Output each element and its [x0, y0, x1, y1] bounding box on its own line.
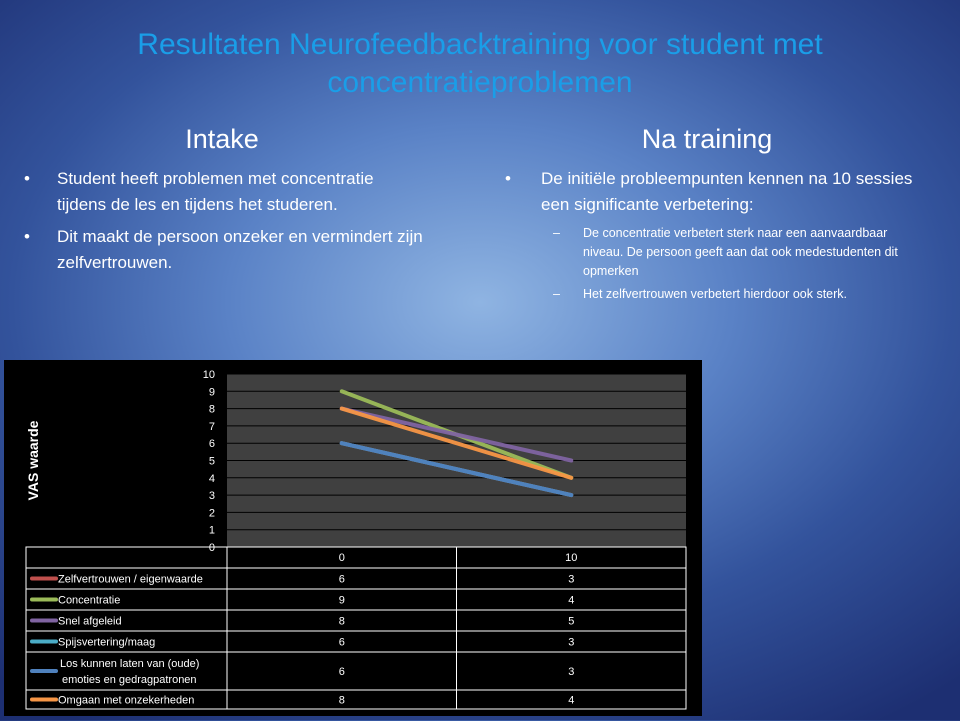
- intake-bullet: [24, 224, 424, 276]
- training-sub-bullet-text: De concentratie verbetert sterk naar een aanvaardbaar niveau. De persoon geeft aan dat ook medestudenten dit opmerken: [583, 226, 898, 278]
- y-tick-label: 9: [208, 386, 215, 399]
- training-sub-list: [541, 224, 915, 304]
- training-bullet-list: [505, 166, 915, 308]
- y-tick-label: 0: [208, 542, 215, 554]
- data-table-value: 9: [338, 594, 345, 607]
- legend-label: Los kunnen laten van (oude): [60, 658, 200, 670]
- y-tick-label: 10: [202, 369, 215, 381]
- intake-bullet-text: Student heeft problemen met concentratie tijdens de les en tijdens het studeren.: [57, 169, 374, 214]
- y-tick-label: 5: [208, 455, 215, 468]
- x-tick-label: 10: [565, 552, 578, 564]
- data-table-value: 6: [338, 636, 345, 649]
- legend-label: Spijsvertering/maag: [58, 636, 156, 649]
- training-bullet-text: De initiële probleempunten kennen na 10 sessies een significante verbetering:: [541, 169, 913, 214]
- legend-label: Snel afgeleid: [58, 615, 122, 628]
- y-tick-label: 1: [208, 524, 215, 537]
- y-tick-label: 4: [208, 472, 215, 485]
- dash-icon: –: [553, 287, 560, 301]
- data-table-value: 4: [568, 694, 575, 707]
- y-tick-label: 2: [208, 507, 215, 520]
- bullet-icon: •: [505, 169, 511, 188]
- bullet-icon: •: [24, 169, 30, 188]
- training-sub-bullet: [541, 285, 915, 304]
- training-sub-bullet: [541, 224, 915, 281]
- legend-label: emoties en gedragpatronen: [62, 674, 197, 686]
- legend-label: Zelfvertrouwen / eigenwaarde: [58, 573, 203, 586]
- y-tick-label: 6: [208, 438, 215, 451]
- intake-bullet-text: Dit maakt de persoon onzeker en vermindert zijn zelfvertrouwen.: [57, 227, 423, 272]
- na-training-heading: Na training: [641, 124, 773, 154]
- slide-title: Resultaten Neurofeedbacktraining voor student met concentratieproblemen: [137, 28, 823, 99]
- intake-heading: Intake: [185, 124, 259, 154]
- data-table-value: 3: [568, 636, 575, 649]
- data-table-value: 3: [568, 573, 575, 586]
- dash-icon: –: [553, 226, 560, 240]
- data-table-value: 6: [338, 666, 345, 678]
- y-tick-label: 8: [208, 403, 215, 416]
- training-sub-bullet-text: Het zelfvertrouwen verbetert hierdoor ook sterk.: [583, 287, 848, 301]
- data-table-value: 3: [568, 666, 575, 678]
- data-table-value: 5: [568, 615, 575, 628]
- intake-bullet-list: [24, 166, 424, 282]
- intake-bullet: [24, 166, 424, 218]
- x-tick-label: 0: [338, 552, 345, 564]
- data-table-value: 8: [338, 694, 345, 707]
- legend-label: Concentratie: [58, 594, 121, 607]
- data-table-value: 4: [568, 594, 575, 607]
- legend-label: Omgaan met onzekerheden: [58, 694, 195, 707]
- vas-line-chart: [4, 360, 702, 716]
- data-table-value: 6: [338, 573, 345, 586]
- y-tick-label: 3: [208, 490, 215, 503]
- bullet-icon: •: [24, 227, 30, 246]
- y-axis-title: VAS waarde: [25, 420, 41, 501]
- y-tick-label: 7: [208, 420, 215, 433]
- vas-chart: [4, 360, 702, 716]
- data-table-value: 8: [338, 615, 345, 628]
- training-bullet: [505, 166, 915, 304]
